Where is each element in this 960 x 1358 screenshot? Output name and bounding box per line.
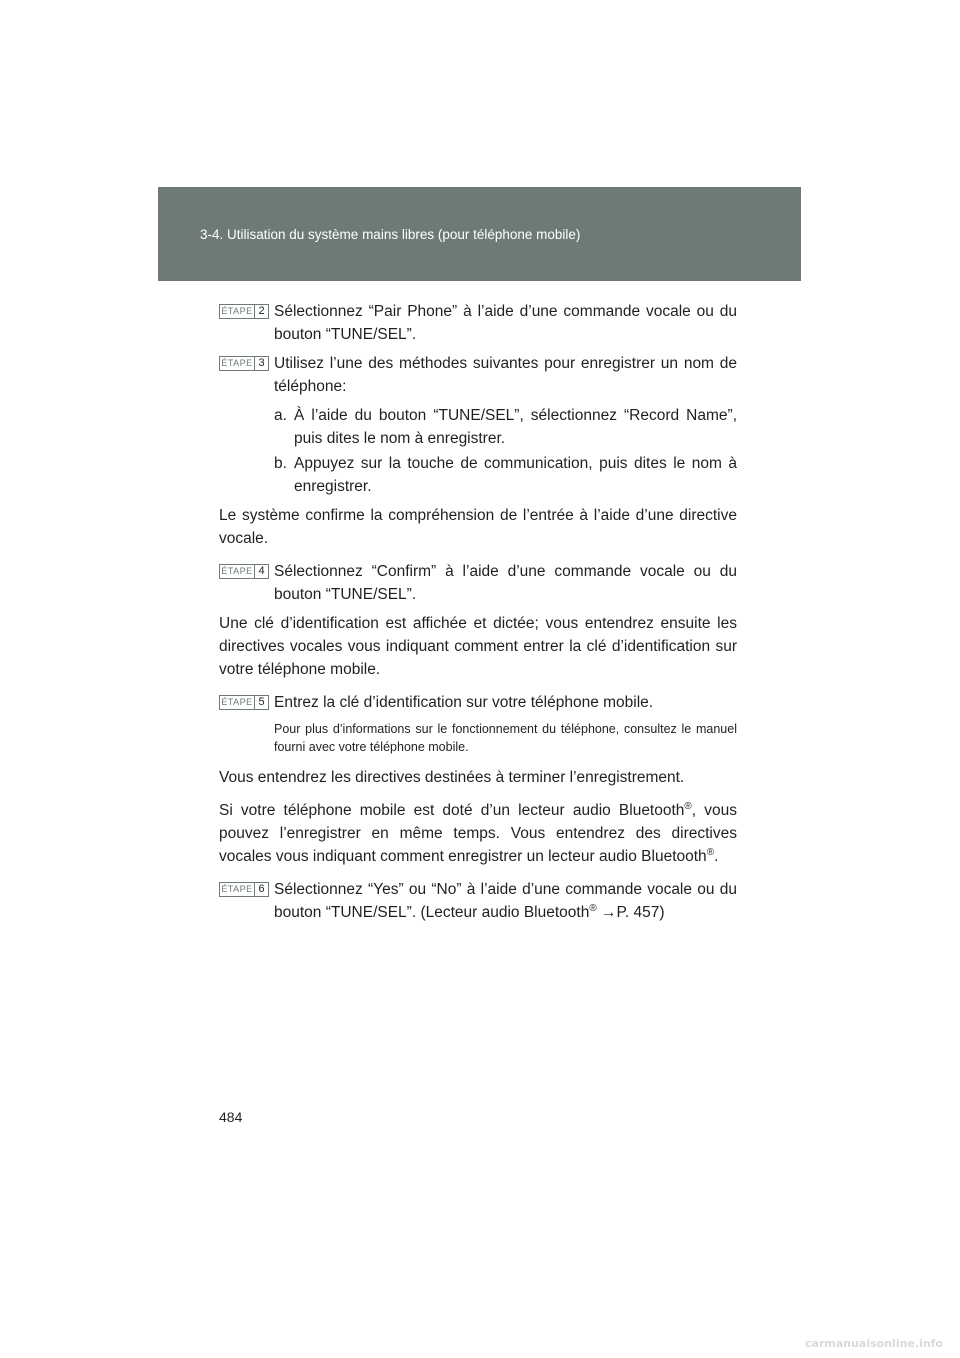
step-text: Sélectionnez “Pair Phone” à l’aide d’une commande vocale ou du bouton “TUNE/SEL”.	[274, 303, 737, 343]
step-text: Utilisez l’une des méthodes suivantes pour enregistrer un nom de téléphone:	[274, 355, 737, 395]
page-content	[219, 300, 737, 930]
step-6	[219, 878, 737, 924]
paragraph-bluetooth: Si votre téléphone mobile est doté d’un lecteur audio Bluetooth®, vous pouvez l’enregistrer en même temps. Vous entendrez des directives vocales vous indiquant comment enregistrer un lecteur audio Bluetooth®.	[219, 800, 737, 865]
note-text: Pour plus d’informations sur le fonctionnement du téléphone, consultez le manuel fourni avec votre téléphone mobile.	[274, 722, 737, 754]
watermark: carmanualsonline.info	[805, 1337, 943, 1350]
page-number: 484	[219, 1109, 243, 1125]
sub-text: Appuyez sur la touche de communication, puis dites le nom à enregistrer.	[294, 455, 737, 495]
paragraph-passkey: Une clé d’identification est affichée et dictée; vous entendrez ensuite les directives vocales vous indiquant comment entrer la clé d’identification sur votre téléphone mobile.	[219, 615, 737, 678]
sub-text: À l’aide du bouton “TUNE/SEL”, sélectionnez “Record Name”, puis dites le nom à enregistrer.	[294, 407, 737, 447]
step-badge: ÉTAPE 3	[219, 356, 269, 371]
step-badge: ÉTAPE 2	[219, 304, 269, 319]
step-badge: ÉTAPE 5	[219, 695, 269, 710]
sub-marker: a.	[274, 407, 287, 424]
chapter-header-band	[158, 187, 801, 281]
step-text: Sélectionnez “Yes” ou “No” à l’aide d’une commande vocale ou du bouton “TUNE/SEL”. (Lecteur audio Bluetooth® →P. 457)	[274, 881, 737, 921]
paragraph-finish: Vous entendrez les directives destinées à terminer l’enregistrement.	[219, 769, 685, 786]
chapter-title: 3-4. Utilisation du système mains libres (pour téléphone mobile)	[200, 227, 581, 242]
registered-mark: ®	[589, 902, 597, 914]
step-text: Entrez la clé d’identification sur votre téléphone mobile.	[274, 694, 654, 711]
sub-marker: b.	[274, 455, 287, 472]
registered-mark: ®	[706, 846, 715, 858]
step-5	[219, 691, 737, 714]
step-badge: ÉTAPE 4	[219, 564, 269, 579]
sub-item-a	[219, 404, 737, 450]
step-badge: ÉTAPE 6	[219, 882, 269, 897]
step-4	[219, 560, 737, 606]
registered-mark: ®	[684, 800, 692, 812]
paragraph-confirm: Le système confirme la compréhension de l’entrée à l’aide d’une directive vocale.	[219, 507, 737, 547]
step-3	[219, 352, 737, 398]
step-2	[219, 300, 737, 346]
sub-item-b	[219, 452, 737, 498]
step-text: Sélectionnez “Confirm” à l’aide d’une commande vocale ou du bouton “TUNE/SEL”.	[274, 563, 737, 603]
